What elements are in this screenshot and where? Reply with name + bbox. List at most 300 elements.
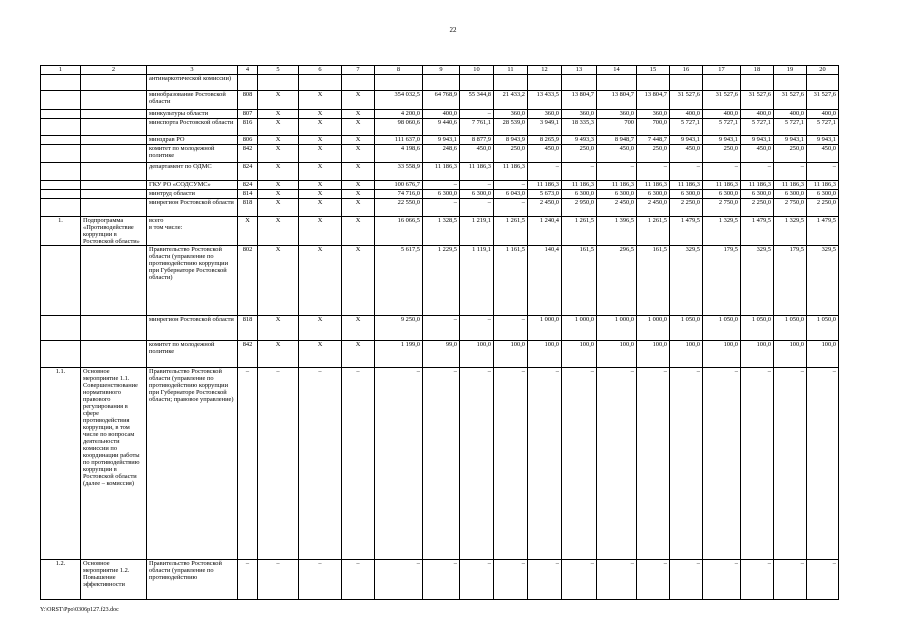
program-name-cell: [81, 246, 147, 316]
rzpr-cell: Х: [258, 217, 299, 246]
program-name-cell: [81, 136, 147, 145]
vr-cell: [342, 75, 375, 91]
amount-cell: [562, 75, 597, 91]
amount-cell: 33 558,9: [375, 163, 423, 181]
amount-cell: 450,0: [807, 145, 839, 163]
table-row: [41, 163, 839, 181]
amount-cell: 4 200,0: [375, 110, 423, 119]
amount-cell: 700: [597, 119, 637, 136]
amount-cell: [375, 75, 423, 91]
table-row: [41, 199, 839, 217]
column-header: 17: [703, 66, 741, 75]
rzpr-cell: Х: [258, 163, 299, 181]
amount-cell: 100,0: [597, 341, 637, 368]
grbs-code-cell: 816: [238, 119, 258, 136]
amount-cell: 1 050,0: [741, 316, 774, 341]
program-name-cell: [81, 163, 147, 181]
row-number-cell: [41, 119, 81, 136]
amount-cell: 248,6: [423, 145, 460, 163]
executor-cell: Правительство Ростовской области (управление по противодействию: [147, 560, 238, 600]
amount-cell: 1 479,5: [670, 217, 703, 246]
vr-cell: Х: [342, 91, 375, 110]
amount-cell: –: [460, 110, 494, 119]
amount-cell: [597, 75, 637, 91]
amount-cell: 8 948,7: [597, 136, 637, 145]
amount-cell: 6 300,0: [741, 190, 774, 199]
amount-cell: –: [703, 163, 741, 181]
row-number-cell: 1.: [41, 217, 81, 246]
executor-cell: Правительство Ростовской области (управление по противодействию коррупции при Губернаторе Ростовской области): [147, 246, 238, 316]
row-number-cell: [41, 91, 81, 110]
amount-cell: 250,0: [637, 145, 670, 163]
vr-cell: –: [342, 368, 375, 560]
column-header: 15: [637, 66, 670, 75]
row-number-cell: [41, 145, 81, 163]
amount-cell: 329,5: [741, 246, 774, 316]
executor-cell: департамент по ОДМС: [147, 163, 238, 181]
amount-cell: 11 186,3: [562, 181, 597, 190]
amount-cell: 1 000,0: [597, 316, 637, 341]
amount-cell: –: [807, 368, 839, 560]
rzpr-cell: Х: [258, 110, 299, 119]
amount-cell: 2 250,0: [670, 199, 703, 217]
amount-cell: 400,0: [774, 110, 807, 119]
table-row: [41, 181, 839, 190]
vr-cell: Х: [342, 217, 375, 246]
amount-cell: 9 440,6: [423, 119, 460, 136]
column-header: 18: [741, 66, 774, 75]
amount-cell: 400,0: [670, 110, 703, 119]
column-header: 5: [258, 66, 299, 75]
amount-cell: 9 943,1: [774, 136, 807, 145]
amount-cell: 11 186,3: [494, 163, 528, 181]
amount-cell: 11 186,3: [703, 181, 741, 190]
vr-cell: Х: [342, 181, 375, 190]
amount-cell: 329,5: [807, 246, 839, 316]
table-row: [41, 136, 839, 145]
amount-cell: –: [460, 368, 494, 560]
amount-cell: 100,0: [703, 341, 741, 368]
amount-cell: 2 750,0: [774, 199, 807, 217]
grbs-code-cell: 824: [238, 181, 258, 190]
amount-cell: –: [460, 199, 494, 217]
amount-cell: 250,0: [774, 145, 807, 163]
amount-cell: –: [494, 316, 528, 341]
grbs-code-cell: 808: [238, 91, 258, 110]
amount-cell: 1 261,5: [562, 217, 597, 246]
amount-cell: –: [637, 368, 670, 560]
amount-cell: 1 479,5: [741, 217, 774, 246]
amount-cell: 9 493,3: [562, 136, 597, 145]
amount-cell: 450,0: [741, 145, 774, 163]
program-name-cell: [81, 181, 147, 190]
amount-cell: –: [494, 181, 528, 190]
amount-cell: 400,0: [807, 110, 839, 119]
amount-cell: 100,0: [774, 341, 807, 368]
row-number-cell: [41, 110, 81, 119]
amount-cell: 1 261,5: [637, 217, 670, 246]
amount-cell: 6 300,0: [460, 190, 494, 199]
amount-cell: 1 219,1: [460, 217, 494, 246]
amount-cell: –: [703, 560, 741, 600]
grbs-code-cell: Х: [238, 217, 258, 246]
amount-cell: 13 804,7: [597, 91, 637, 110]
column-header: 2: [81, 66, 147, 75]
amount-cell: [460, 75, 494, 91]
amount-cell: –: [741, 368, 774, 560]
amount-cell: –: [774, 368, 807, 560]
amount-cell: 6 300,0: [423, 190, 460, 199]
column-header: 9: [423, 66, 460, 75]
amount-cell: 11 186,3: [460, 163, 494, 181]
csr-cell: [299, 75, 342, 91]
amount-cell: –: [423, 560, 460, 600]
amount-cell: 5 727,1: [741, 119, 774, 136]
amount-cell: 6 300,0: [562, 190, 597, 199]
amount-cell: –: [597, 560, 637, 600]
amount-cell: –: [741, 163, 774, 181]
rzpr-cell: Х: [258, 91, 299, 110]
table-row: [41, 560, 839, 600]
program-name-cell: [81, 199, 147, 217]
vr-cell: Х: [342, 341, 375, 368]
amount-cell: 5 727,1: [670, 119, 703, 136]
amount-cell: [807, 75, 839, 91]
program-name-cell: [81, 145, 147, 163]
executor-cell: минтруд области: [147, 190, 238, 199]
executor-cell: ГКУ РО «СОДСУМС»: [147, 181, 238, 190]
column-header: 20: [807, 66, 839, 75]
amount-cell: 450,0: [597, 145, 637, 163]
amount-cell: 100,0: [670, 341, 703, 368]
column-header: 6: [299, 66, 342, 75]
amount-cell: 1 479,5: [807, 217, 839, 246]
amount-cell: 100,0: [494, 341, 528, 368]
amount-cell: 1 329,5: [703, 217, 741, 246]
program-name-cell: [81, 316, 147, 341]
program-name-cell: [81, 341, 147, 368]
amount-cell: 140,4: [528, 246, 562, 316]
amount-cell: 11 186,3: [528, 181, 562, 190]
table-row: [41, 246, 839, 316]
table-body: [41, 66, 839, 600]
amount-cell: 400,0: [703, 110, 741, 119]
amount-cell: 9 943,1: [807, 136, 839, 145]
amount-cell: 1 328,5: [423, 217, 460, 246]
amount-cell: 31 527,6: [703, 91, 741, 110]
rzpr-cell: Х: [258, 199, 299, 217]
vr-cell: Х: [342, 145, 375, 163]
executor-cell: всего в том числе:: [147, 217, 238, 246]
table-row: [41, 145, 839, 163]
vr-cell: Х: [342, 119, 375, 136]
amount-cell: –: [741, 560, 774, 600]
rzpr-cell: Х: [258, 316, 299, 341]
csr-cell: Х: [299, 136, 342, 145]
executor-cell: антинаркотической комиссии): [147, 75, 238, 91]
vr-cell: –: [342, 560, 375, 600]
amount-cell: –: [670, 560, 703, 600]
vr-cell: Х: [342, 246, 375, 316]
amount-cell: [494, 75, 528, 91]
table-row: [41, 316, 839, 341]
executor-cell: минспорта Ростовской области: [147, 119, 238, 136]
amount-cell: 8 265,9: [528, 136, 562, 145]
executor-cell: комитет по молодежной политике: [147, 341, 238, 368]
amount-cell: 250,0: [703, 145, 741, 163]
amount-cell: 1 000,0: [562, 316, 597, 341]
amount-cell: 179,5: [774, 246, 807, 316]
amount-cell: 6 043,0: [494, 190, 528, 199]
executor-cell: Правительство Ростовской области (управление по противодействию коррупции при Губернаторе Ростовской области; правовое управление): [147, 368, 238, 560]
rzpr-cell: Х: [258, 145, 299, 163]
amount-cell: –: [637, 163, 670, 181]
amount-cell: 360,0: [494, 110, 528, 119]
csr-cell: Х: [299, 181, 342, 190]
program-name-cell: [81, 119, 147, 136]
table-row: [41, 217, 839, 246]
csr-cell: –: [299, 368, 342, 560]
amount-cell: 360,0: [597, 110, 637, 119]
csr-cell: –: [299, 560, 342, 600]
csr-cell: Х: [299, 316, 342, 341]
table-row: [41, 341, 839, 368]
executor-cell: минздрав РО: [147, 136, 238, 145]
amount-cell: 450,0: [460, 145, 494, 163]
amount-cell: 5 727,1: [774, 119, 807, 136]
amount-cell: 111 637,0: [375, 136, 423, 145]
table-row: [41, 119, 839, 136]
column-header: 19: [774, 66, 807, 75]
amount-cell: 11 186,3: [637, 181, 670, 190]
csr-cell: Х: [299, 246, 342, 316]
amount-cell: –: [562, 368, 597, 560]
amount-cell: –: [423, 316, 460, 341]
amount-cell: 2 750,0: [703, 199, 741, 217]
amount-cell: 21 433,2: [494, 91, 528, 110]
amount-cell: 1 000,0: [637, 316, 670, 341]
row-number-cell: [41, 190, 81, 199]
column-header: 11: [494, 66, 528, 75]
amount-cell: 6 300,0: [703, 190, 741, 199]
amount-cell: 1 240,4: [528, 217, 562, 246]
executor-cell: комитет по молодежной политике: [147, 145, 238, 163]
amount-cell: 31 527,6: [807, 91, 839, 110]
page-number: 22: [449, 26, 457, 34]
amount-cell: 250,0: [494, 145, 528, 163]
amount-cell: 1 050,0: [807, 316, 839, 341]
amount-cell: –: [774, 163, 807, 181]
amount-cell: 11 186,3: [774, 181, 807, 190]
amount-cell: 100 676,7: [375, 181, 423, 190]
grbs-code-cell: –: [238, 368, 258, 560]
amount-cell: 11 186,3: [741, 181, 774, 190]
amount-cell: 1 329,5: [774, 217, 807, 246]
program-name-cell: [81, 110, 147, 119]
amount-cell: 2 250,0: [741, 199, 774, 217]
rzpr-cell: –: [258, 368, 299, 560]
amount-cell: 22 550,0: [375, 199, 423, 217]
csr-cell: Х: [299, 217, 342, 246]
amount-cell: 354 032,5: [375, 91, 423, 110]
amount-cell: 28 539,0: [494, 119, 528, 136]
amount-cell: –: [494, 560, 528, 600]
rzpr-cell: Х: [258, 246, 299, 316]
amount-cell: –: [774, 560, 807, 600]
amount-cell: 100,0: [807, 341, 839, 368]
amount-cell: 55 344,8: [460, 91, 494, 110]
row-number-cell: [41, 75, 81, 91]
amount-cell: –: [494, 199, 528, 217]
amount-cell: 2 450,0: [597, 199, 637, 217]
rzpr-cell: Х: [258, 119, 299, 136]
amount-cell: 2 450,0: [528, 199, 562, 217]
amount-cell: 1 000,0: [528, 316, 562, 341]
grbs-code-cell: [238, 75, 258, 91]
grbs-code-cell: 806: [238, 136, 258, 145]
grbs-code-cell: 824: [238, 163, 258, 181]
amount-cell: 9 943,1: [670, 136, 703, 145]
amount-cell: 9 943,1: [741, 136, 774, 145]
csr-cell: Х: [299, 190, 342, 199]
amount-cell: 5 727,1: [703, 119, 741, 136]
amount-cell: 64 768,9: [423, 91, 460, 110]
table-row: [41, 190, 839, 199]
amount-cell: 2 250,0: [807, 199, 839, 217]
amount-cell: 31 527,6: [741, 91, 774, 110]
amount-cell: 100,0: [741, 341, 774, 368]
column-header: 13: [562, 66, 597, 75]
amount-cell: –: [670, 368, 703, 560]
amount-cell: 450,0: [528, 145, 562, 163]
rzpr-cell: Х: [258, 181, 299, 190]
amount-cell: [741, 75, 774, 91]
column-number-row: [41, 66, 839, 75]
program-name-cell: [81, 190, 147, 199]
table-row: [41, 75, 839, 91]
executor-cell: минрегион Ростовской области: [147, 199, 238, 217]
amount-cell: 1 050,0: [670, 316, 703, 341]
amount-cell: 250,0: [562, 145, 597, 163]
amount-cell: [423, 75, 460, 91]
amount-cell: 9 943,1: [703, 136, 741, 145]
amount-cell: 6 300,0: [637, 190, 670, 199]
amount-cell: 99,0: [423, 341, 460, 368]
vr-cell: Х: [342, 199, 375, 217]
amount-cell: –: [703, 368, 741, 560]
column-header: 14: [597, 66, 637, 75]
executor-cell: минобразование Ростовской области: [147, 91, 238, 110]
amount-cell: 1 161,5: [494, 246, 528, 316]
amount-cell: 6 300,0: [670, 190, 703, 199]
amount-cell: 1 050,0: [703, 316, 741, 341]
amount-cell: 7 761,1: [460, 119, 494, 136]
amount-cell: [670, 75, 703, 91]
amount-cell: –: [423, 368, 460, 560]
amount-cell: –: [494, 368, 528, 560]
column-header: 16: [670, 66, 703, 75]
csr-cell: Х: [299, 199, 342, 217]
column-header: 8: [375, 66, 423, 75]
amount-cell: –: [460, 316, 494, 341]
amount-cell: 6 300,0: [774, 190, 807, 199]
amount-cell: –: [562, 560, 597, 600]
grbs-code-cell: 818: [238, 316, 258, 341]
amount-cell: 13 804,7: [562, 91, 597, 110]
amount-cell: 6 300,0: [597, 190, 637, 199]
amount-cell: [528, 75, 562, 91]
amount-cell: 2 450,0: [637, 199, 670, 217]
amount-cell: 700,0: [637, 119, 670, 136]
rzpr-cell: –: [258, 560, 299, 600]
amount-cell: 18 335,3: [562, 119, 597, 136]
amount-cell: 100,0: [460, 341, 494, 368]
amount-cell: 329,5: [670, 246, 703, 316]
row-number-cell: [41, 316, 81, 341]
grbs-code-cell: –: [238, 560, 258, 600]
amount-cell: 1 119,1: [460, 246, 494, 316]
amount-cell: 7 448,7: [637, 136, 670, 145]
amount-cell: 11 186,3: [423, 163, 460, 181]
amount-cell: 98 060,6: [375, 119, 423, 136]
rzpr-cell: [258, 75, 299, 91]
footer-file-path: Y:\ORST\Ppo\0306p127.f23.doc: [40, 607, 119, 613]
amount-cell: 100,0: [637, 341, 670, 368]
amount-cell: –: [528, 163, 562, 181]
rzpr-cell: Х: [258, 136, 299, 145]
column-header: 3: [147, 66, 238, 75]
amount-cell: –: [807, 560, 839, 600]
amount-cell: 1 261,5: [494, 217, 528, 246]
amount-cell: –: [460, 181, 494, 190]
csr-cell: Х: [299, 145, 342, 163]
amount-cell: 4 198,6: [375, 145, 423, 163]
table-row: [41, 91, 839, 110]
amount-cell: –: [528, 560, 562, 600]
amount-cell: 1 396,5: [597, 217, 637, 246]
row-number-cell: 1.2.: [41, 560, 81, 600]
grbs-code-cell: 842: [238, 145, 258, 163]
amount-cell: 5 673,0: [528, 190, 562, 199]
row-number-cell: [41, 136, 81, 145]
amount-cell: 360,0: [637, 110, 670, 119]
amount-cell: –: [597, 368, 637, 560]
csr-cell: Х: [299, 163, 342, 181]
program-name-cell: Основное мероприятие 1.1. Совершенствование нормативного правового регулирования в сфере противодействия коррупции, в том числе по вопросам деятельности комиссии по координации работы по противодействию коррупции в Ростовской области (далее – комиссия): [81, 368, 147, 560]
program-name-cell: Подпрограмма «Противодействие коррупции в Ростовской области»: [81, 217, 147, 246]
amount-cell: –: [807, 163, 839, 181]
amount-cell: 400,0: [423, 110, 460, 119]
amount-cell: 6 300,0: [807, 190, 839, 199]
vr-cell: Х: [342, 190, 375, 199]
amount-cell: 11 186,3: [670, 181, 703, 190]
amount-cell: 11 186,3: [807, 181, 839, 190]
grbs-code-cell: 807: [238, 110, 258, 119]
vr-cell: Х: [342, 136, 375, 145]
amount-cell: 179,5: [703, 246, 741, 316]
amount-cell: 1 050,0: [774, 316, 807, 341]
csr-cell: Х: [299, 341, 342, 368]
amount-cell: 31 527,6: [670, 91, 703, 110]
amount-cell: 1 229,5: [423, 246, 460, 316]
amount-cell: 74 716,0: [375, 190, 423, 199]
amount-cell: 5 617,5: [375, 246, 423, 316]
amount-cell: –: [375, 368, 423, 560]
grbs-code-cell: 818: [238, 199, 258, 217]
amount-cell: –: [670, 163, 703, 181]
csr-cell: Х: [299, 91, 342, 110]
amount-cell: –: [375, 560, 423, 600]
